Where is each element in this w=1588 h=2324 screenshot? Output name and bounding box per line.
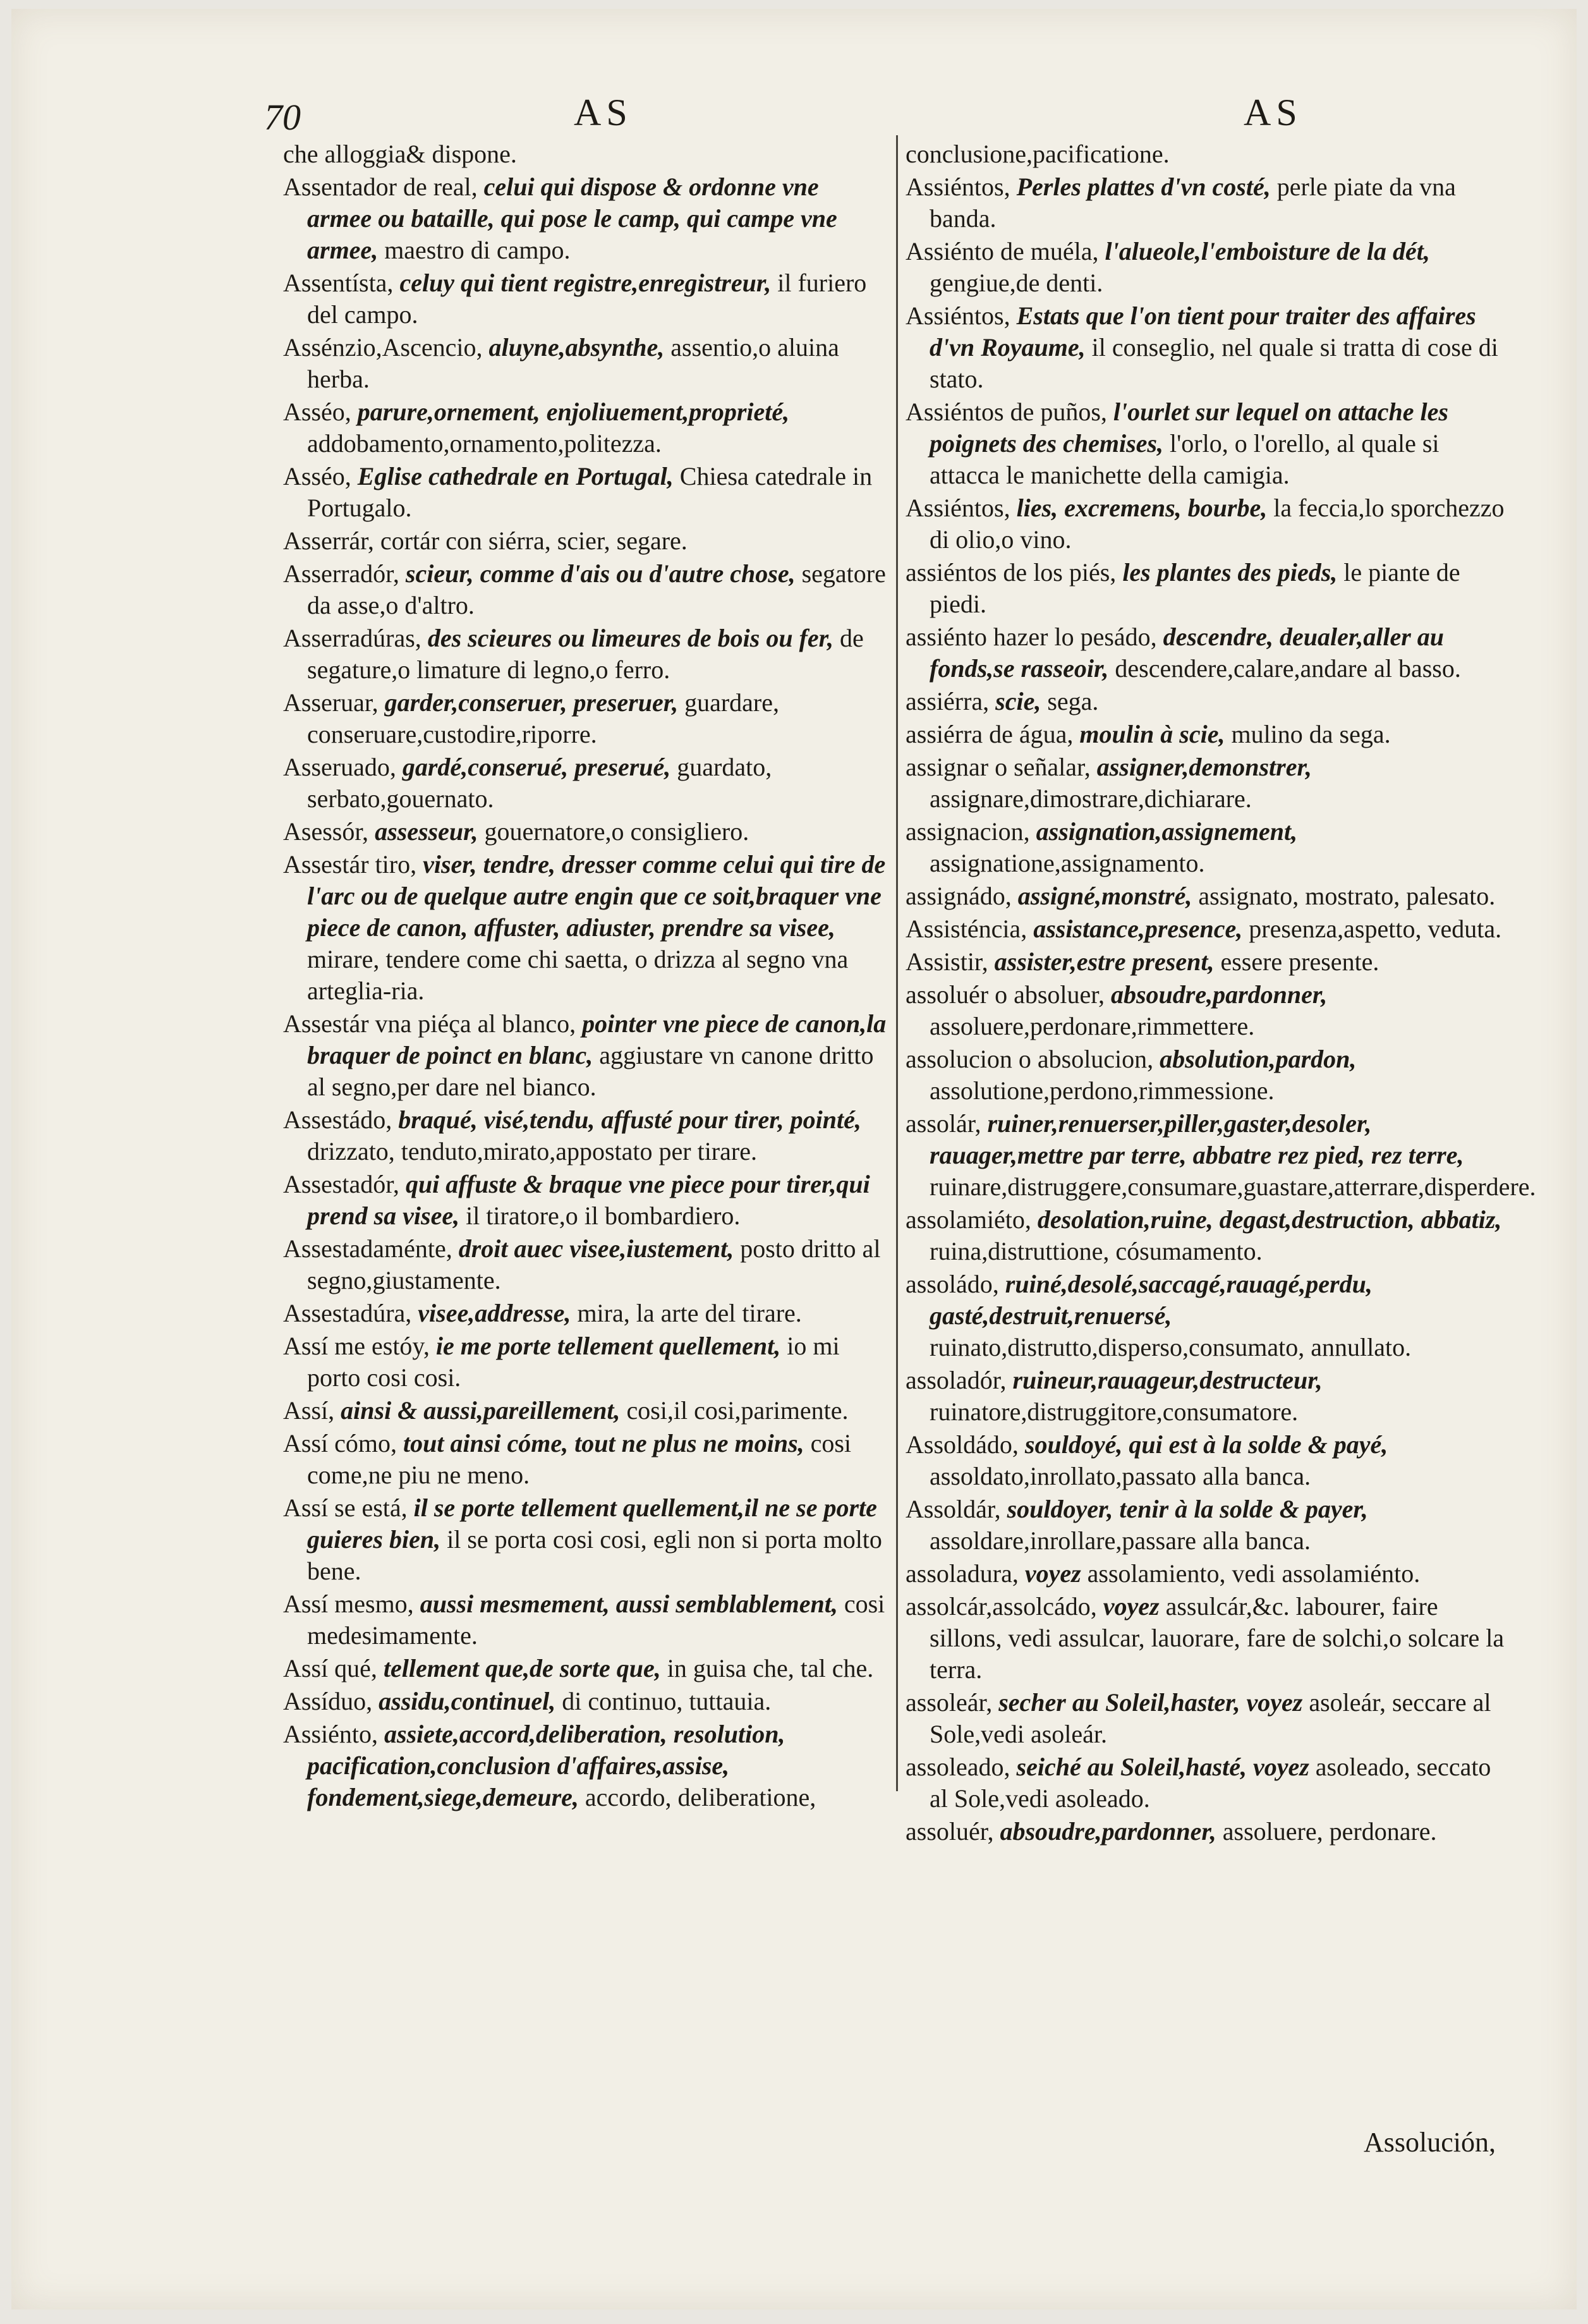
entry-headword: Assoldár, [906, 1495, 1001, 1523]
entry-italian: guardato, serbato,gouernato. [307, 753, 772, 813]
dictionary-entry [283, 1395, 887, 1427]
dictionary-entry [906, 1043, 1509, 1107]
entry-headword: assoleár, [906, 1688, 993, 1717]
entry-italian: il tiratore,o il bombardiero. [466, 1202, 741, 1230]
dictionary-entry [906, 751, 1509, 815]
entry-french: absoudre,pardonner, [1000, 1817, 1216, 1846]
entry-french: assiete,accord,deliberation, resolution, pacification,conclusion d'affaires,assise, fondement,siege,demeure, [307, 1720, 785, 1811]
dictionary-entry [283, 687, 887, 750]
dictionary-entry [906, 816, 1509, 879]
dictionary-entry [283, 525, 887, 557]
dictionary-entry [906, 300, 1509, 395]
dictionary-entry [906, 1268, 1509, 1363]
entry-french: assigné,monstré, [1017, 882, 1192, 910]
entry-italian: Chiesa catedrale in Portugalo. [307, 462, 873, 522]
entry-italian: mulino da sega. [1231, 720, 1391, 748]
dictionary-entry [283, 1008, 887, 1103]
entry-french: desolation,ruine, degast,destruction, abbatiz, [1037, 1205, 1502, 1234]
entry-french: l'alueole,l'emboisture de la dét, [1105, 237, 1430, 265]
entry-french: celuy qui tient registre,enregistreur, [399, 269, 772, 297]
entry-french: gardé,conserué, preserué, [402, 753, 671, 781]
dictionary-entry [283, 1653, 887, 1684]
entry-french: droit auec visee,iustement, [458, 1234, 734, 1263]
dictionary-entry [906, 1108, 1536, 1203]
entry-headword: Assiéntos, [906, 301, 1010, 330]
entry-italian: le piante de piedi. [930, 558, 1460, 618]
dictionary-entry [283, 1428, 887, 1491]
entry-french: souldoyer, tenir à la solde & payer, [1007, 1495, 1368, 1523]
entry-italian: il conseglio, nel quale si tratta di cose di stato. [930, 333, 1498, 393]
entry-italian: drizzato, tenduto,mirato,appostato per tirare. [307, 1137, 757, 1165]
dictionary-entry [906, 621, 1509, 684]
entry-italian: assignare,dimostrare,dichiarare. [930, 784, 1252, 813]
entry-headword: assiéntos de los piés, [906, 558, 1117, 587]
dictionary-entry [283, 171, 887, 266]
entry-headword: Assíduo, [283, 1687, 373, 1715]
entry-italian: cortár con siérra, scier, segare. [380, 526, 688, 555]
entry-italian: ruina,distruttione, cósumamento. [930, 1237, 1263, 1265]
entry-french: seiché au Soleil,hasté, voyez [1016, 1753, 1309, 1781]
entry-headword: Assestár vna piéça al blanco, [283, 1009, 576, 1038]
entry-headword: Assí, [283, 1396, 335, 1425]
entry-headword: Asséo, [283, 462, 351, 490]
dictionary-entry [906, 1816, 1509, 1847]
entry-headword: assiérra de água, [906, 720, 1074, 748]
entry-headword: Assiéntos de puños, [906, 398, 1107, 426]
entry-french: assigner,demonstrer, [1096, 753, 1312, 781]
dictionary-entry [283, 1169, 887, 1232]
dictionary-entry [283, 623, 887, 686]
dictionary-entry [906, 979, 1509, 1042]
running-head-right: AS [1244, 92, 1302, 133]
entry-italian: de segature,o limature di legno,o ferro. [307, 624, 864, 684]
entry-french: les plantes des pieds, [1122, 558, 1338, 587]
entry-french: voyez [1103, 1592, 1160, 1621]
entry-italian: assoluere, perdonare. [1222, 1817, 1437, 1846]
dictionary-entry [283, 396, 887, 459]
entry-headword: Asseruado, [283, 753, 396, 781]
dictionary-entry [906, 686, 1509, 717]
entry-headword: Assestádo, [283, 1105, 392, 1134]
entry-french: assignation,assignement, [1036, 817, 1298, 846]
page-number: 70 [264, 97, 301, 138]
entry-headword: Asserradúras, [283, 624, 421, 652]
entry-french: aluyne,absynthe, [488, 333, 665, 362]
entry-headword: Asseruar, [283, 688, 379, 717]
entry-headword: Asessór, [283, 817, 369, 846]
entry-italian: mirare, tendere come chi saetta, o drizza al segno vna arteglia-ria. [307, 945, 849, 1005]
entry-french: viser, tendre, dresser comme celui qui tire de l'arc ou de quelque autre engin que ce soit,braquer vne piece de canon, affuster, adiuster, prendre sa visee, [307, 850, 886, 942]
entry-french: tellement que,de sorte que, [383, 1654, 661, 1682]
entry-french: Eglise cathedrale en Portugal, [357, 462, 674, 490]
entry-italian: guardare, conseruare,custodire,riporre. [307, 688, 779, 748]
entry-italian: assignatione,assignamento. [930, 849, 1205, 877]
entry-headword: assignacion, [906, 817, 1030, 846]
dictionary-page [11, 9, 1577, 2309]
dictionary-entry [906, 1429, 1509, 1492]
entry-french: braqué, visé,tendu, affusté pour tirer, pointé, [398, 1105, 861, 1134]
dictionary-entry [283, 1330, 887, 1394]
entry-headword: Assí me estóy, [283, 1332, 430, 1360]
entry-headword: assoladór, [906, 1366, 1007, 1394]
entry-italian: il furiero del campo. [307, 269, 867, 329]
entry-italian: assignato, mostrato, palesato. [1198, 882, 1496, 910]
entry-headword: Assí mesmo, [283, 1590, 414, 1618]
entry-headword: Assí se está, [283, 1494, 408, 1522]
dictionary-entry [283, 1233, 887, 1296]
entry-french: moulin à scie, [1079, 720, 1225, 748]
entry-french: ruiné,desolé,saccagé,rauagé,perdu, gasté,destruit,renuersé, [930, 1270, 1373, 1330]
entry-french: des scieures ou limeures de bois ou fer, [427, 624, 834, 652]
entry-italian: cosi come,ne piu ne meno. [307, 1429, 852, 1489]
entry-italian: maestro di campo. [384, 236, 571, 264]
entry-italian: io mi porto cosi cosi. [307, 1332, 840, 1392]
entry-italian: mira, la arte del tirare. [577, 1299, 802, 1327]
entry-french: visee,addresse, [418, 1299, 571, 1327]
dictionary-entry [906, 171, 1509, 234]
dictionary-entry [283, 1719, 887, 1813]
entry-italian: assoluere,perdonare,rimmettere. [930, 1012, 1255, 1040]
entry-headword: Assí cómo, [283, 1429, 397, 1457]
entry-italian: posto dritto al segno,giustamente. [307, 1234, 881, 1294]
entry-french: ainsi & aussi,pareillement, [341, 1396, 621, 1425]
entry-italian: essere presente. [1220, 947, 1379, 976]
entry-italian: addobamento,ornamento,politezza. [307, 429, 662, 458]
catchword: Assolución, [1364, 2127, 1496, 2158]
entry-italian: ruinatore,distruggitore,consumatore. [930, 1397, 1299, 1426]
dictionary-entry [283, 849, 887, 1007]
entry-italian: conclusione,pacificatione. [906, 140, 1170, 168]
entry-italian: ruinare,distruggere,consumare,guastare,atterrare,disperdere. [930, 1172, 1536, 1201]
entry-italian: assoldare,inrollare,passare alla banca. [930, 1526, 1311, 1555]
dictionary-entry [906, 1365, 1509, 1428]
dictionary-entry [283, 461, 887, 524]
entry-french: tout ainsi cóme, tout ne plus ne moins, [403, 1429, 804, 1457]
entry-headword: Assestadaménte, [283, 1234, 452, 1263]
entry-italian: descendere,calare,andare al basso. [1115, 654, 1461, 683]
dictionary-entry [283, 138, 887, 170]
entry-headword: Asserradór, [283, 559, 399, 588]
entry-italian: gengiue,de denti. [930, 269, 1103, 297]
entry-headword: assignar o señalar, [906, 753, 1091, 781]
dictionary-entry [283, 816, 887, 848]
entry-french: assistance,presence, [1033, 915, 1243, 943]
dictionary-entry [906, 138, 1509, 170]
dictionary-entry [283, 1104, 887, 1167]
entry-french: ie me porte tellement quellement, [435, 1332, 781, 1360]
entry-italian: l'orlo, o l'orello, al quale si attacca le manichette della camigia. [930, 429, 1440, 489]
dictionary-entry [906, 1558, 1509, 1590]
entry-italian: asoleár, seccare al Sole,vedi asoleár. [930, 1688, 1491, 1748]
entry-french: voyez [1024, 1559, 1081, 1588]
entry-french: il se porte tellement quellement,il ne se porte guieres bien, [307, 1494, 877, 1554]
entry-headword: Assestadór, [283, 1170, 399, 1198]
entry-headword: Asserrár, [283, 526, 374, 555]
entry-headword: assoládo, [906, 1270, 999, 1298]
dictionary-entry [283, 1588, 887, 1652]
entry-italian: accordo, deliberatione, [585, 1783, 816, 1811]
entry-headword: assoleado, [906, 1753, 1010, 1781]
entry-headword: Assiéntos, [906, 173, 1010, 201]
dictionary-entry [906, 719, 1509, 750]
dictionary-entry [283, 332, 887, 395]
entry-french: souldoyé, qui est à la solde & payé, [1024, 1430, 1388, 1459]
dictionary-entry [906, 1751, 1509, 1815]
dictionary-entry [283, 267, 887, 331]
dictionary-entry [906, 913, 1509, 945]
dictionary-entry [283, 1298, 887, 1329]
entry-headword: Assentador de real, [283, 173, 478, 201]
dictionary-entry [906, 1591, 1509, 1686]
entry-headword: Assiénto, [283, 1720, 378, 1748]
entry-french: assister,estre present, [994, 947, 1215, 976]
entry-italian: di continuo, tuttauia. [562, 1687, 772, 1715]
dictionary-entry [906, 880, 1509, 912]
entry-french: scieur, comme d'ais ou d'autre chose, [405, 559, 796, 588]
entry-french: lies, excremens, bourbe, [1016, 494, 1268, 522]
entry-headword: assoluér, [906, 1817, 994, 1846]
entry-french: aussi mesmement, aussi semblablement, [420, 1590, 838, 1618]
entry-headword: assiérra, [906, 687, 990, 715]
entry-french: assidu,continuel, [379, 1687, 556, 1715]
entry-italian: cosi medesimamente. [307, 1590, 885, 1650]
entry-headword: Assénzio,Ascencio, [283, 333, 483, 362]
right-column [906, 138, 1536, 1849]
entry-french: ruiner,renuerser,piller,gaster,desoler, rauager,mettre par terre, abbatre rez pied, rez terre, [930, 1109, 1464, 1169]
entry-headword: Assisténcia, [906, 915, 1027, 943]
entry-headword: Assí qué, [283, 1654, 377, 1682]
dictionary-entry [283, 1492, 887, 1587]
dictionary-entry [906, 1687, 1509, 1750]
dictionary-entry [283, 558, 887, 621]
dictionary-entry [906, 557, 1509, 620]
entry-italian: presenza,aspetto, veduta. [1249, 915, 1502, 943]
entry-french: Estats que l'on tient pour traiter des affaires d'vn Royaume, [930, 301, 1476, 362]
entry-headword: Assentísta, [283, 269, 394, 297]
entry-italian: che alloggia& dispone. [283, 140, 517, 168]
dictionary-entry [906, 396, 1509, 491]
entry-headword: Assiénto de muéla, [906, 237, 1099, 265]
entry-italian: segatore da asse,o d'altro. [307, 559, 886, 619]
entry-headword: assolcár,assolcádo, [906, 1592, 1097, 1621]
entry-headword: Assistir, [906, 947, 988, 976]
entry-headword: assoladura, [906, 1559, 1019, 1588]
entry-italian: aggiustare vn canone dritto al segno,per dare nel bianco. [307, 1041, 874, 1101]
page-header [11, 85, 1577, 142]
entry-italian: perle piate da vna banda. [930, 173, 1456, 233]
entry-italian: assolutione,perdono,rimmessione. [930, 1076, 1275, 1105]
entry-italian: asoleado, seccato al Sole,vedi asoleado. [930, 1753, 1491, 1813]
entry-headword: Assiéntos, [906, 494, 1010, 522]
left-column [283, 138, 887, 1815]
entry-headword: Assoldádo, [906, 1430, 1019, 1459]
entry-headword: Asséo, [283, 398, 351, 426]
entry-french: parure,ornement, enjoliuement,proprieté, [357, 398, 790, 426]
column-divider [896, 135, 898, 1791]
dictionary-entry [283, 1686, 887, 1717]
entry-headword: assignádo, [906, 882, 1012, 910]
dictionary-entry [906, 492, 1509, 556]
entry-french: Perles plattes d'vn costé, [1016, 173, 1271, 201]
entry-french: secher au Soleil,haster, voyez [998, 1688, 1303, 1717]
entry-french: pointer vne piece de canon,la braquer de poinct en blanc, [307, 1009, 887, 1069]
entry-french: celui qui dispose & ordonne vne armee ou bataille, qui pose le camp, qui campe vne armee, [307, 173, 837, 264]
dictionary-entry [283, 751, 887, 815]
entry-headword: assolamiéto, [906, 1205, 1031, 1234]
entry-headword: assiénto hazer lo pesádo, [906, 623, 1157, 651]
dictionary-entry [906, 236, 1509, 299]
entry-french: l'ourlet sur lequel on attache les poignets des chemises, [930, 398, 1448, 458]
dictionary-entry [906, 946, 1509, 978]
entry-italian: assulcár,&c. labourer, faire sillons, vedi assulcar, lauorare, fare de solchi,o solcare la terra. [930, 1592, 1505, 1684]
entry-french: absolution,pardon, [1160, 1045, 1357, 1073]
entry-headword: assolár, [906, 1109, 981, 1138]
entry-french: ruineur,rauageur,destructeur, [1012, 1366, 1323, 1394]
entry-italian: assentio,o aluina herba. [307, 333, 839, 393]
dictionary-entry [906, 1204, 1509, 1267]
running-head-left: AS [574, 92, 633, 133]
entry-headword: assolucion o absolucion, [906, 1045, 1154, 1073]
dictionary-entry [906, 1494, 1509, 1557]
entry-italian: ruinato,distrutto,disperso,consumato, annullato. [930, 1333, 1412, 1361]
entry-french: assesseur, [375, 817, 478, 846]
entry-french: descendre, deualer,aller au fonds,se rasseoir, [930, 623, 1445, 683]
entry-italian: assoldato,inrollato,passato alla banca. [930, 1462, 1311, 1490]
entry-french: scie, [995, 687, 1041, 715]
entry-italian: in guisa che, tal che. [667, 1654, 874, 1682]
entry-french: absoudre,pardonner, [1110, 980, 1328, 1009]
entry-italian: la feccia,lo sporchezzo di olio,o vino. [930, 494, 1505, 554]
entry-italian: cosi,il cosi,parimente. [626, 1396, 849, 1425]
entry-italian: gouernatore,o consigliero. [484, 817, 749, 846]
entry-italian: il se porta cosi cosi, egli non si porta molto bene. [307, 1525, 882, 1585]
entry-french: garder,conseruer, preseruer, [384, 688, 679, 717]
entry-headword: Assestadúra, [283, 1299, 412, 1327]
entry-french: qui affuste & braque vne piece pour tirer,qui prend sa visee, [307, 1170, 870, 1230]
entry-headword: assoluér o absoluer, [906, 980, 1105, 1009]
entry-italian: assolamiento, vedi assolamiénto. [1087, 1559, 1421, 1588]
entry-italian: sega. [1047, 687, 1099, 715]
entry-headword: Assestár tiro, [283, 850, 417, 879]
